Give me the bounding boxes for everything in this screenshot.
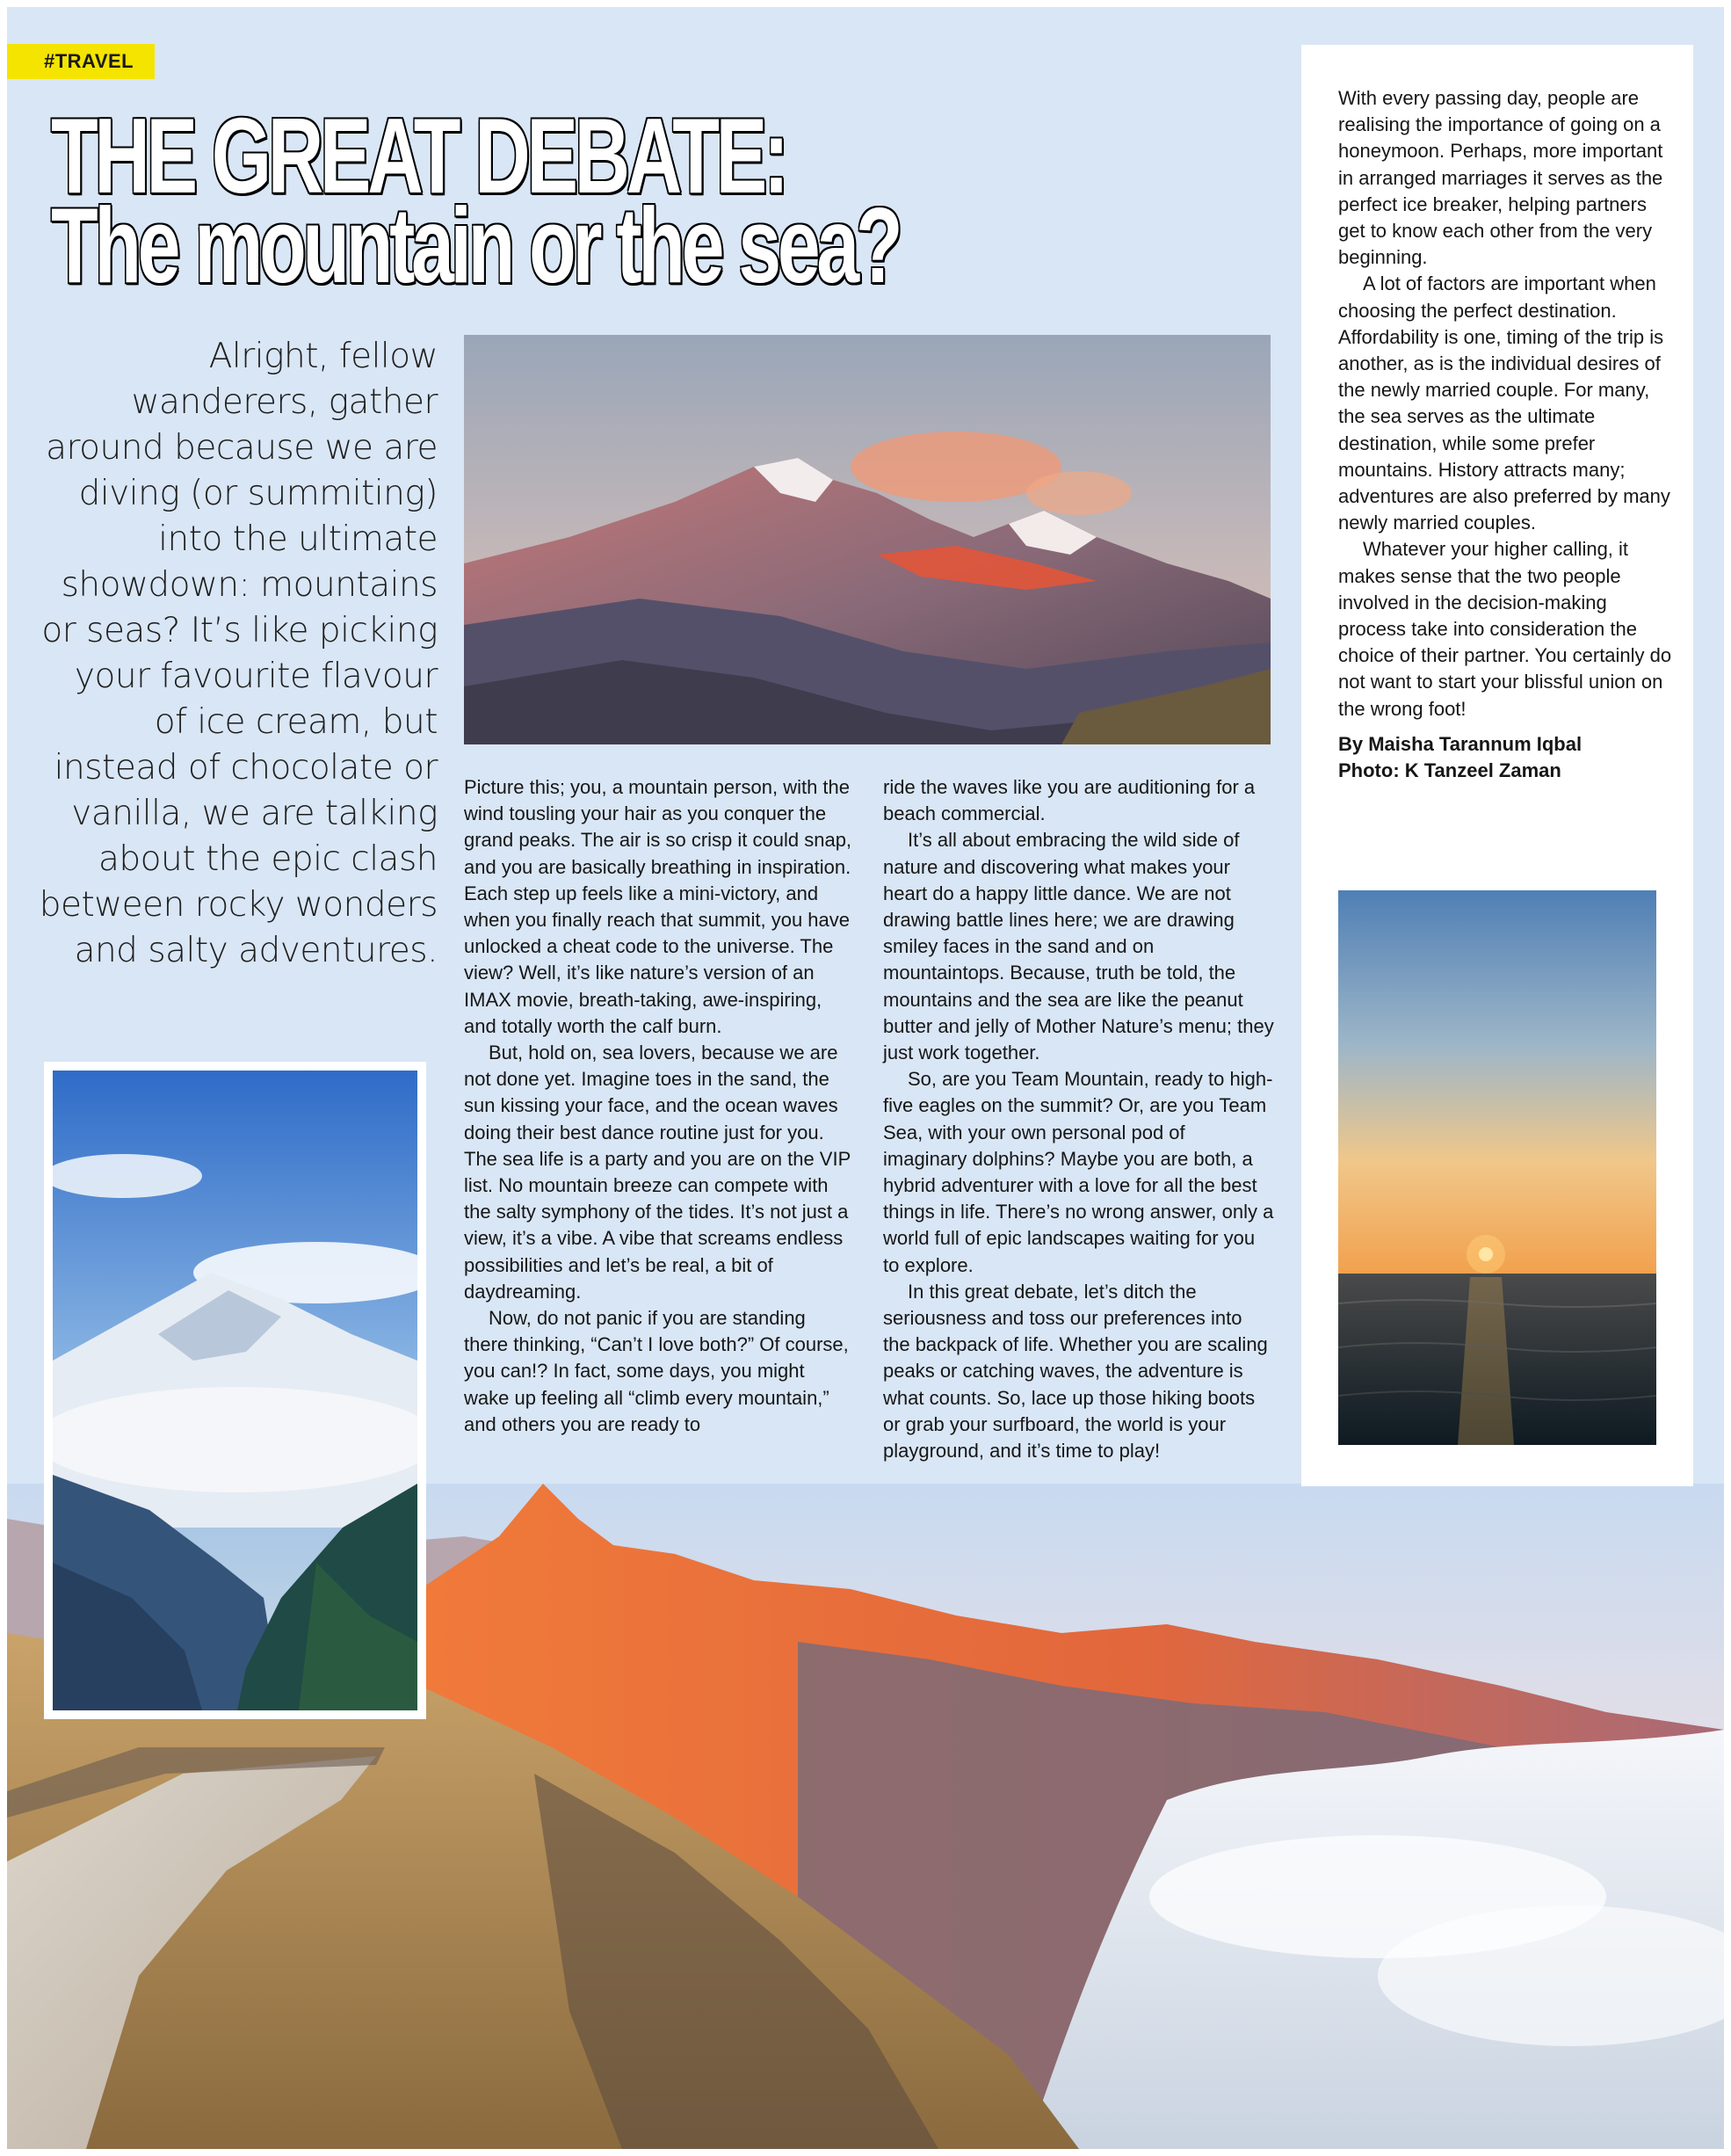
body-column-1 <box>464 774 855 1438</box>
body-column-2 <box>883 774 1274 1464</box>
magazine-page <box>7 7 1724 2149</box>
byline <box>1338 731 1672 784</box>
paragraph: In this great debate, let’s ditch the seriousness and toss our preferences into the backpack of life. Whether you are scaling peaks or catching waves, the adventure is what counts. So, lace up those hiking boots or grab your surfboard, the world is your playground, and it’s time to play! <box>883 1280 1268 1463</box>
mountain-sunset-photo <box>464 335 1271 744</box>
paragraph: It’s all about embracing the wild side of nature and discovering what makes your heart do a happy little dance. We are not drawing battle lines here; we are drawing smiley faces in the sand and on mountaintops. Because, truth be told, the mountains and the sea are like the peanut butter and jelly of Mother Nature’s menu; they just work together. <box>883 829 1274 1064</box>
paragraph: So, are you Team Mountain, ready to high-five eagles on the summit? Or, are you Team Sea, with your own personal pod of imaginary dolphins? Maybe you are both, a hybrid adventurer with a love for all the best things in life. There’s no wrong answer, only a world full of epic landscapes waiting for you to explore. <box>883 1068 1274 1276</box>
snowy-peak-photo <box>53 1071 417 1710</box>
headline <box>51 96 900 305</box>
paragraph: Whatever your higher calling, it makes sense that the two people involved in the decision-making process take into consideration the choice of their partner. You certainly do not want to start your blissful union on the wrong foot! <box>1338 538 1672 720</box>
paragraph: ride the waves like you are auditioning for a beach commercial. <box>883 776 1256 825</box>
intro-text: Alright, fellow wanderers, gather around because we are diving (or summiting) into the ultimate showdown: mountains or seas? It’s like picking your favourite flavour of ice cream, but instead of chocolate or vanilla, we are talking about the epic clash between rocky wonders and salty adventures. <box>39 337 438 970</box>
headline-line-1: THE GREAT DEBATE: <box>51 96 786 215</box>
paragraph: Picture this; you, a mountain person, with the wind tousling your hair as you conquer the grand peaks. The air is so crisp it could snap, and you are basically breathing in inspiration. Each step up feels like a mini-victory, and when you finally reach that summit, you have unlocked a cheat code to the universe. The view? Well, it’s like nature’s version of an IMAX movie, breath-taking, awe-inspiring, and totally worth the calf burn. <box>464 776 852 1037</box>
sea-sunset-photo <box>1338 890 1656 1445</box>
photo-credit: Photo: K Tanzeel Zaman <box>1338 759 1561 781</box>
paragraph: With every passing day, people are realising the importance of going on a honeymoon. Perhaps, more important in arranged marriages it serves as the perfect ice breaker, helping partners get to know each other from the very beginning. <box>1338 87 1663 269</box>
left-photo-frame <box>44 1062 426 1719</box>
paragraph: Now, do not panic if you are standing there thinking, “Can’t I love both?” Of course, you can!? In fact, some days, you might wake up feeling all “climb every mountain,” and others you are ready to <box>464 1307 849 1435</box>
sidebar-text <box>1338 85 1672 784</box>
paragraph: But, hold on, sea lovers, because we are not done yet. Imagine toes in the sand, the sun kissing your face, and the ocean waves doing their best dance routine just for you. The sea life is a party and you are on the VIP list. No mountain breeze can compete with the salty symphony of the tides. It’s not just a view, it’s a vibe. A vibe that screams endless possibilities and let’s be real, a bit of daydreaming. <box>464 1042 851 1303</box>
sidebar-box <box>1301 45 1693 1486</box>
paragraph: A lot of factors are important when choosing the perfect destination. Affordability is one, timing of the trip is another, as is the individual desires of the newly married couple. For many, the sea serves as the ultimate destination, while some prefer mountains. History attracts many; adventures are also preferred by many newly married couples. <box>1338 272 1670 534</box>
headline-line-2: The mountain or the sea? <box>51 185 900 305</box>
author-credit: By Maisha Tarannum Iqbal <box>1338 732 1583 755</box>
section-tag: #TRAVEL <box>7 44 155 79</box>
